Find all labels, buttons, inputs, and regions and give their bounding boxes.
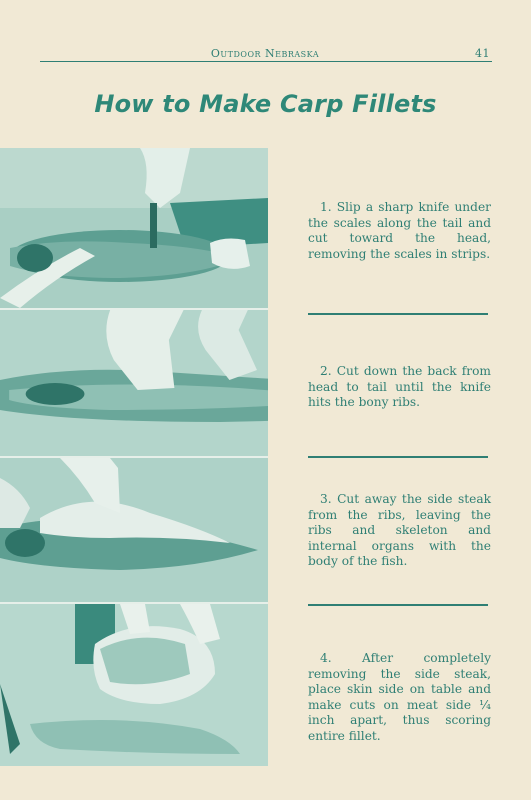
step-separator <box>308 313 488 315</box>
step-1-text: 1. Slip a sharp knife under the scales along the tail and cut toward the head, removing the scales in strips. <box>308 200 491 261</box>
step-separator <box>308 456 488 458</box>
page-number: 41 <box>475 47 490 60</box>
magazine-name: Outdoor Nebraska <box>210 47 320 60</box>
running-header <box>40 47 490 60</box>
header-rule <box>40 61 492 62</box>
step-3-text: 3. Cut away the side steak from the ribs, leaving the ribs and skeleton and internal organs with the body of the fish. <box>308 492 491 568</box>
article-title: How to Make Carp Fillets <box>94 90 437 118</box>
step-4-text: 4. After completely removing the side steak, place skin side on table and make cuts on meat side ¼ inch apart, thus scoring entire fillet. <box>308 651 491 743</box>
photo-side-steak <box>0 458 268 604</box>
photo-scaling-fish <box>0 148 268 310</box>
step-2-text: 2. Cut down the back from head to tail until the knife hits the bony ribs. <box>308 364 491 409</box>
photo-scoring-fillet <box>0 604 268 766</box>
photo-cutting-back <box>0 310 268 458</box>
step-separator <box>308 604 488 606</box>
